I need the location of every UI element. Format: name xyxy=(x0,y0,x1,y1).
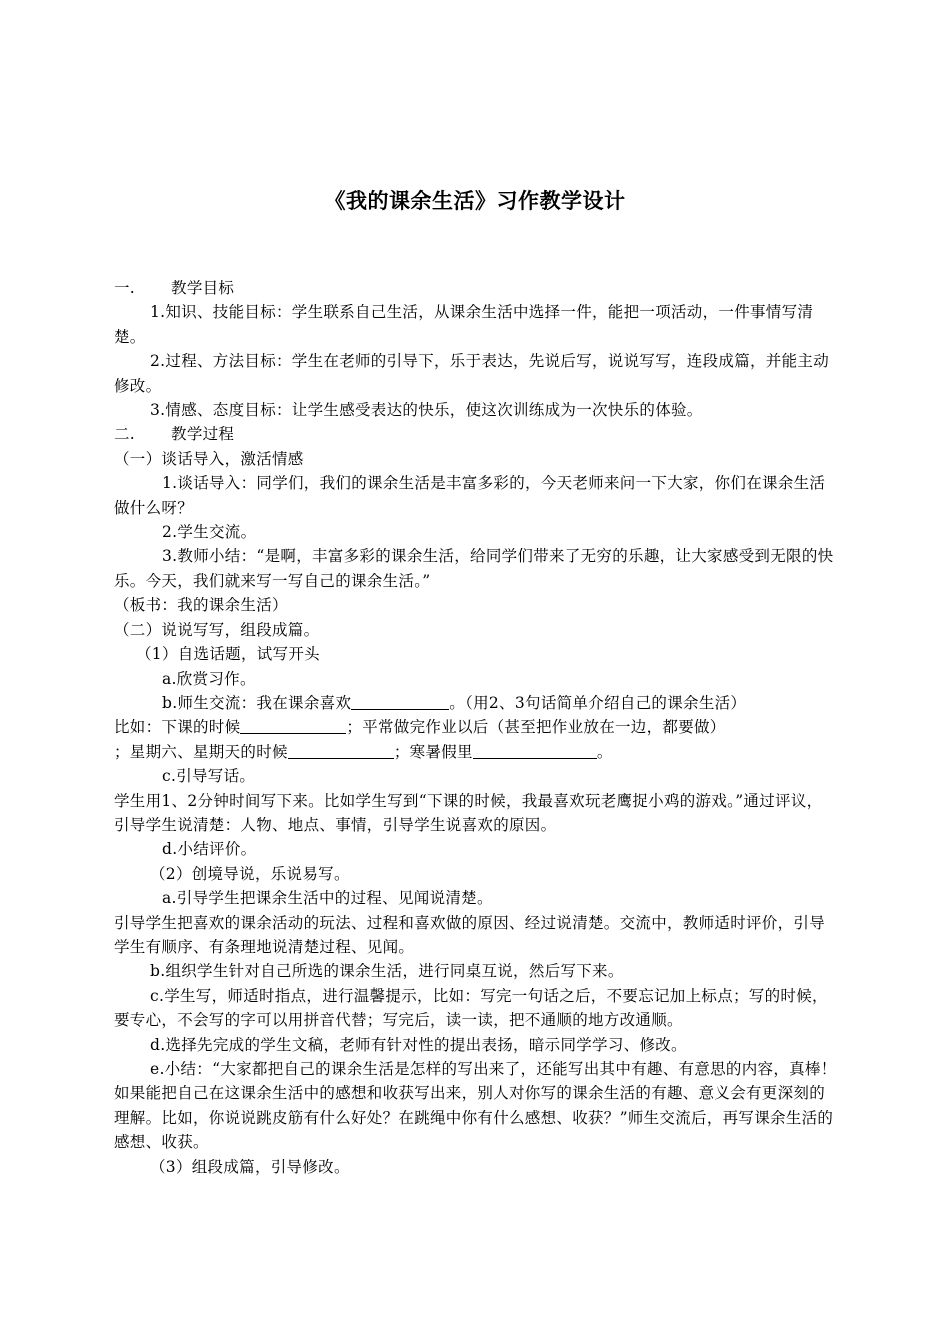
part-1-step-1: 1.谈话导入：同学们，我们的课余生活是丰富多彩的，今天老师来问一下大家，你们在课余生活做什么呀？ xyxy=(114,474,826,517)
part-2-2-a-text: 引导学生把喜欢的课余活动的玩法、过程和喜欢做的原因、经过说清楚。交流中，教师适时评价，引导学生有顺序、有条理地说清楚过程、见闻。 xyxy=(114,913,826,956)
part-1-step-2: 2.学生交流。 xyxy=(162,523,257,542)
part-2-2-heading: （2）创境导说，乐说易写。 xyxy=(150,864,350,883)
document-title: 《我的课余生活》习作教学设计 xyxy=(324,189,626,213)
part-2-examples-cont: ；星期六、星期天的时候 ；寒暑假里 。 xyxy=(114,742,613,761)
fill-blank xyxy=(351,692,449,710)
part-2-heading: （二）说说写写，组段成篇。 xyxy=(114,620,320,639)
part-2-examples: 比如：下课的时候 ；平常做完作业以后（甚至把作业放在一边，都要做） xyxy=(114,718,726,737)
section-heading-goals xyxy=(114,276,838,300)
part-2-1-heading: （1）自选话题，试写开头 xyxy=(136,645,320,664)
part-2-3-heading: （3）组段成篇，引导修改。 xyxy=(150,1157,350,1176)
fill-blank xyxy=(288,741,394,759)
part-1-heading: （一）谈话导入，激活情感 xyxy=(114,449,304,468)
part-2-2-c: c.学生写，师适时指点，进行温馨提示，比如：写完一句话之后，不要忘记加上标点；写的时候，要专心，不会写的字可以用拼音代替；写完后，读一读，把不通顺的地方改通顺。 xyxy=(114,986,828,1030)
section-label: 教学目标 xyxy=(171,279,235,297)
part-2-2-d: d.选择先完成的学生文稿，老师有针对性的提出表扬，暗示同学学习、修改。 xyxy=(150,1035,687,1054)
part-2-1-a: a.欣赏习作。 xyxy=(162,669,256,688)
part-1-step-3: 3.教师小结：“是啊，丰富多彩的课余生活，给同学们带来了无穷的乐趣，让大家感受到无限的快乐。今天，我们就来写一写自己的课余生活。” xyxy=(114,547,834,590)
part-2-1-b: b.师生交流：我在课余喜欢 。（用2、3句话简单介绍自己的课余生活） xyxy=(162,693,747,712)
goal-2: 2.过程、方法目标：学生在老师的引导下，乐于表达，先说后写，说说写写，连段成篇，并能主动修改。 xyxy=(114,352,829,395)
section-heading-process xyxy=(114,422,838,446)
part-2-2-a: a.引导学生把课余生活中的过程、见闻说清楚。 xyxy=(162,889,493,908)
document-body xyxy=(114,276,838,1179)
goal-1: 1.知识、技能目标：学生联系自己生活，从课余生活中选择一件，能把一项活动，一件事情写清楚。 xyxy=(114,303,814,346)
part-2-1-c: c.引导写话。 xyxy=(162,767,256,786)
section-number: 二. xyxy=(114,425,136,444)
section-label: 教学过程 xyxy=(171,425,235,444)
goal-3: 3.情感、态度目标：让学生感受表达的快乐，使这次训练成为一次快乐的体验。 xyxy=(150,401,703,420)
section-number: 一. xyxy=(114,279,136,297)
part-2-2-b: b.组织学生针对自己所选的课余生活，进行同桌互说，然后写下来。 xyxy=(150,962,624,981)
part-2-2-e: e.小结：“大家都把自己的课余生活是怎样的写出来了，还能写出其中有趣、有意思的内容，真棒！如果能把自己在这课余生活中的感想和收获写出来，别人对你写的课余生活的有趣、意义会有更深刻的理解。比如，你说说跳皮筋有什么好处？在跳绳中你有什么感想、收获？”师生交流后，再写课余生活的感想、收获。 xyxy=(114,1060,837,1152)
fill-blank xyxy=(473,741,597,759)
part-2-1-c-text: 学生用1、2分钟时间写下来。比如学生写到“下课的时候，我最喜欢玩老鹰捉小鸡的游戏。”通过评议，引导学生说清楚：人物、地点、事情，引导学生说喜欢的原因。 xyxy=(114,791,823,834)
board-note: （板书：我的课余生活） xyxy=(114,596,288,615)
fill-blank xyxy=(240,716,346,734)
part-2-1-d: d.小结评价。 xyxy=(162,840,257,859)
